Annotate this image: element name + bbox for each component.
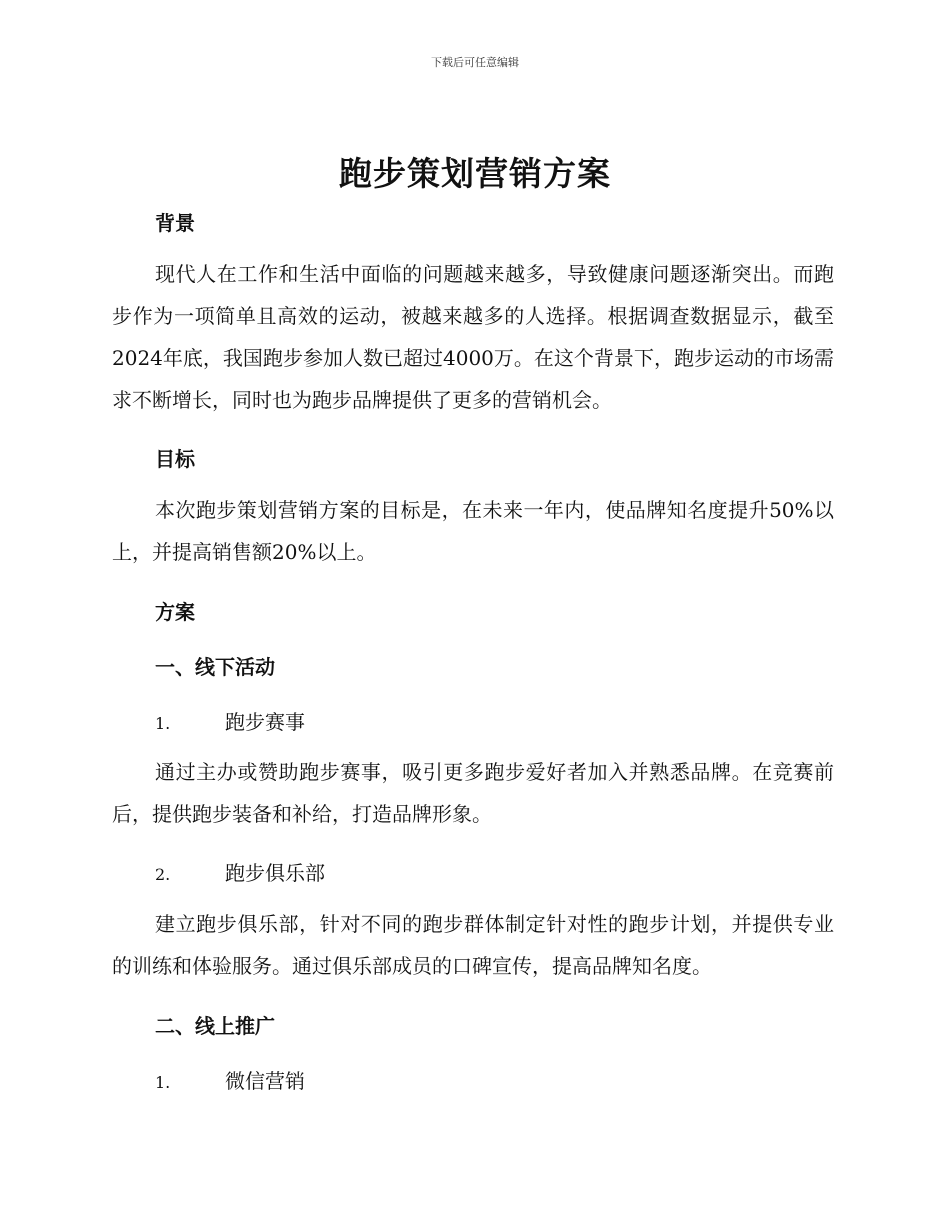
heading-offline: 一、线下活动	[155, 655, 275, 679]
list-label: 跑步俱乐部	[225, 861, 325, 885]
paragraph-background: 现代人在工作和生活中面临的问题越来越多，导致健康问题逐渐突出。而跑步作为一项简单且高效的运动，被越来越多的人选择。根据调查数据显示，截至2024年底，我国跑步参加人数已超过4000万。在这个背景下，跑步运动的市场需求不断增长，同时也为跑步品牌提供了更多的营销机会。	[112, 262, 834, 412]
list-number: 1.	[155, 714, 171, 733]
list-item-online-1	[155, 1065, 305, 1094]
list-number: 1.	[155, 1073, 171, 1092]
heading-plan: 方案	[155, 600, 195, 624]
list-label: 微信营销	[225, 1069, 305, 1093]
heading-online: 二、线上推广	[155, 1014, 275, 1038]
heading-goal: 目标	[155, 447, 195, 471]
paragraph-offline-1: 通过主办或赞助跑步赛事，吸引更多跑步爱好者加入并熟悉品牌。在竞赛前后，提供跑步装备和补给，打造品牌形象。	[112, 760, 834, 826]
document-title: 跑步策划营销方案	[339, 154, 611, 193]
paragraph-goal: 本次跑步策划营销方案的目标是，在未来一年内，使品牌知名度提升50%以上，并提高销售额20%以上。	[112, 498, 834, 564]
page-header-note: 下载后可任意编辑	[431, 56, 519, 69]
list-number: 2.	[155, 865, 171, 884]
list-item-offline-2	[155, 857, 325, 886]
list-item-offline-1	[155, 706, 305, 735]
list-label: 跑步赛事	[225, 710, 305, 734]
heading-background: 背景	[155, 211, 195, 235]
paragraph-offline-2: 建立跑步俱乐部，针对不同的跑步群体制定针对性的跑步计划，并提供专业的训练和体验服务。通过俱乐部成员的口碑宣传，提高品牌知名度。	[112, 912, 834, 978]
